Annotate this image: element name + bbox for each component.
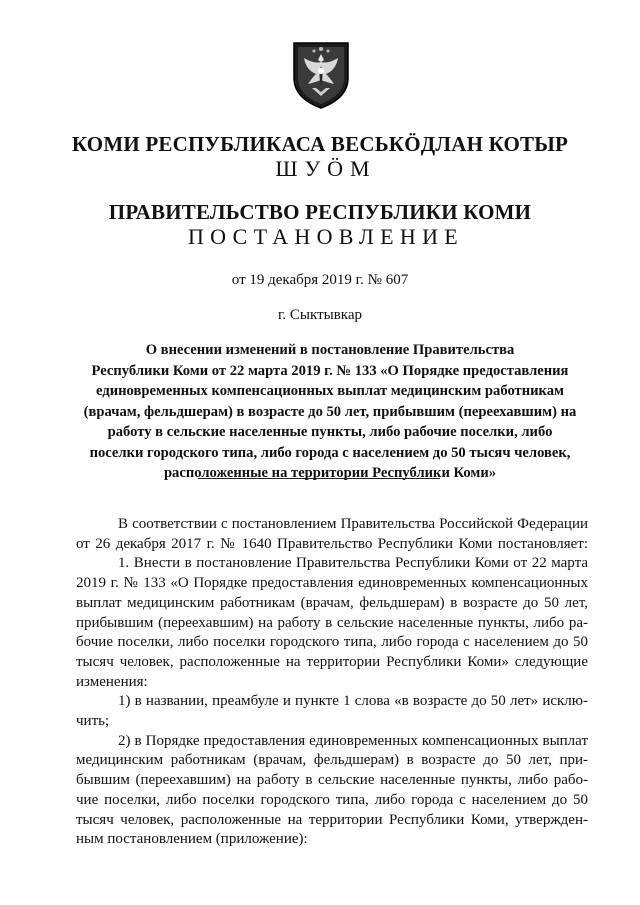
body-line: медицинским работникам (врачам, фельдшерам) в возрасте до 50 лет, при-: [76, 752, 588, 769]
body-line: 1. Внести в постановление Правительства Республики Коми от 22 марта: [118, 555, 588, 572]
body-line: выплат медицинским работникам (врачам, фельдшерам) в возрасте до 50 лет,: [76, 594, 588, 611]
body-line: бочие поселки, либо поселки городского типа, либо города с населением до 50: [76, 634, 588, 651]
subject-divider: [198, 478, 440, 479]
body-line: изменения:: [76, 673, 148, 690]
body-line: 2019 г. № 133 «О Порядке предоставления единовременных компенсационных: [76, 575, 588, 592]
document-body: [76, 515, 588, 850]
document-type: ПОСТАНОВЛЕНИЕ: [187, 224, 465, 249]
body-line: В соответствии с постановлением Правительства Российской Федерации: [118, 516, 588, 532]
body-line: чие поселки, либо поселки городского типа, либо города с населением до 50: [76, 791, 588, 808]
document-city: г. Сыктывкар: [277, 307, 363, 323]
subject-line: работу в сельские населенные пункты, либо рабочие поселки, либо: [107, 424, 553, 440]
document-subject: [70, 340, 590, 484]
body-line: ным постановлением (приложение):: [76, 831, 308, 848]
subject-line: Республики Коми от 22 марта 2019 г. № 133 «О Порядке предоставления: [91, 362, 569, 379]
subject-line: единовременных компенсационных выплат медицинским работникам: [96, 383, 564, 399]
body-line: от 26 декабря 2017 г. № 1640 Правительство Республики Коми постановляет:: [76, 535, 588, 552]
body-line: прибывшим (переехавшим) на работу в сельские населенные пункты, либо ра-: [76, 614, 588, 631]
subject-line: О внесении изменений в постановление Правительства: [145, 342, 515, 358]
subject-line: расположенные на территории Республики Коми»: [163, 465, 497, 481]
subject-line: поселки городского типа, либо города с населением до 50 тысяч человек,: [89, 444, 571, 461]
subject-line: (врачам, фельдшерам) в возрасте до 50 лет, прибывшим (переехавшим) на: [83, 403, 577, 420]
body-line: чить;: [76, 713, 110, 730]
body-line: тысяч человек, расположенные на территории Республики Коми, утвержден-: [76, 811, 588, 828]
body-line: тысяч человек, расположенные на территории Республики Коми» следующие: [76, 653, 588, 670]
coat-of-arms-icon: [290, 40, 352, 110]
komi-title: КОМИ РЕСПУБЛИКАСА ВЕСЬКӦДЛАН КОТЫР: [71, 132, 569, 156]
document-date-number: от 19 декабря 2019 г. № 607: [231, 272, 409, 288]
government-title: ПРАВИТЕЛЬСТВО РЕСПУБЛИКИ КОМИ: [108, 200, 532, 224]
body-line: бывшим (переехавшим) на работу в сельские населенные пункты, либо рабо-: [76, 772, 588, 789]
komi-subtitle: ШУӦМ: [275, 156, 377, 181]
body-line: 1) в названии, преамбуле и пункте 1 слова «в возрасте до 50 лет» исклю-: [118, 693, 588, 710]
body-line: 2) в Порядке предоставления единовременных компенсационных выплат: [118, 732, 588, 749]
